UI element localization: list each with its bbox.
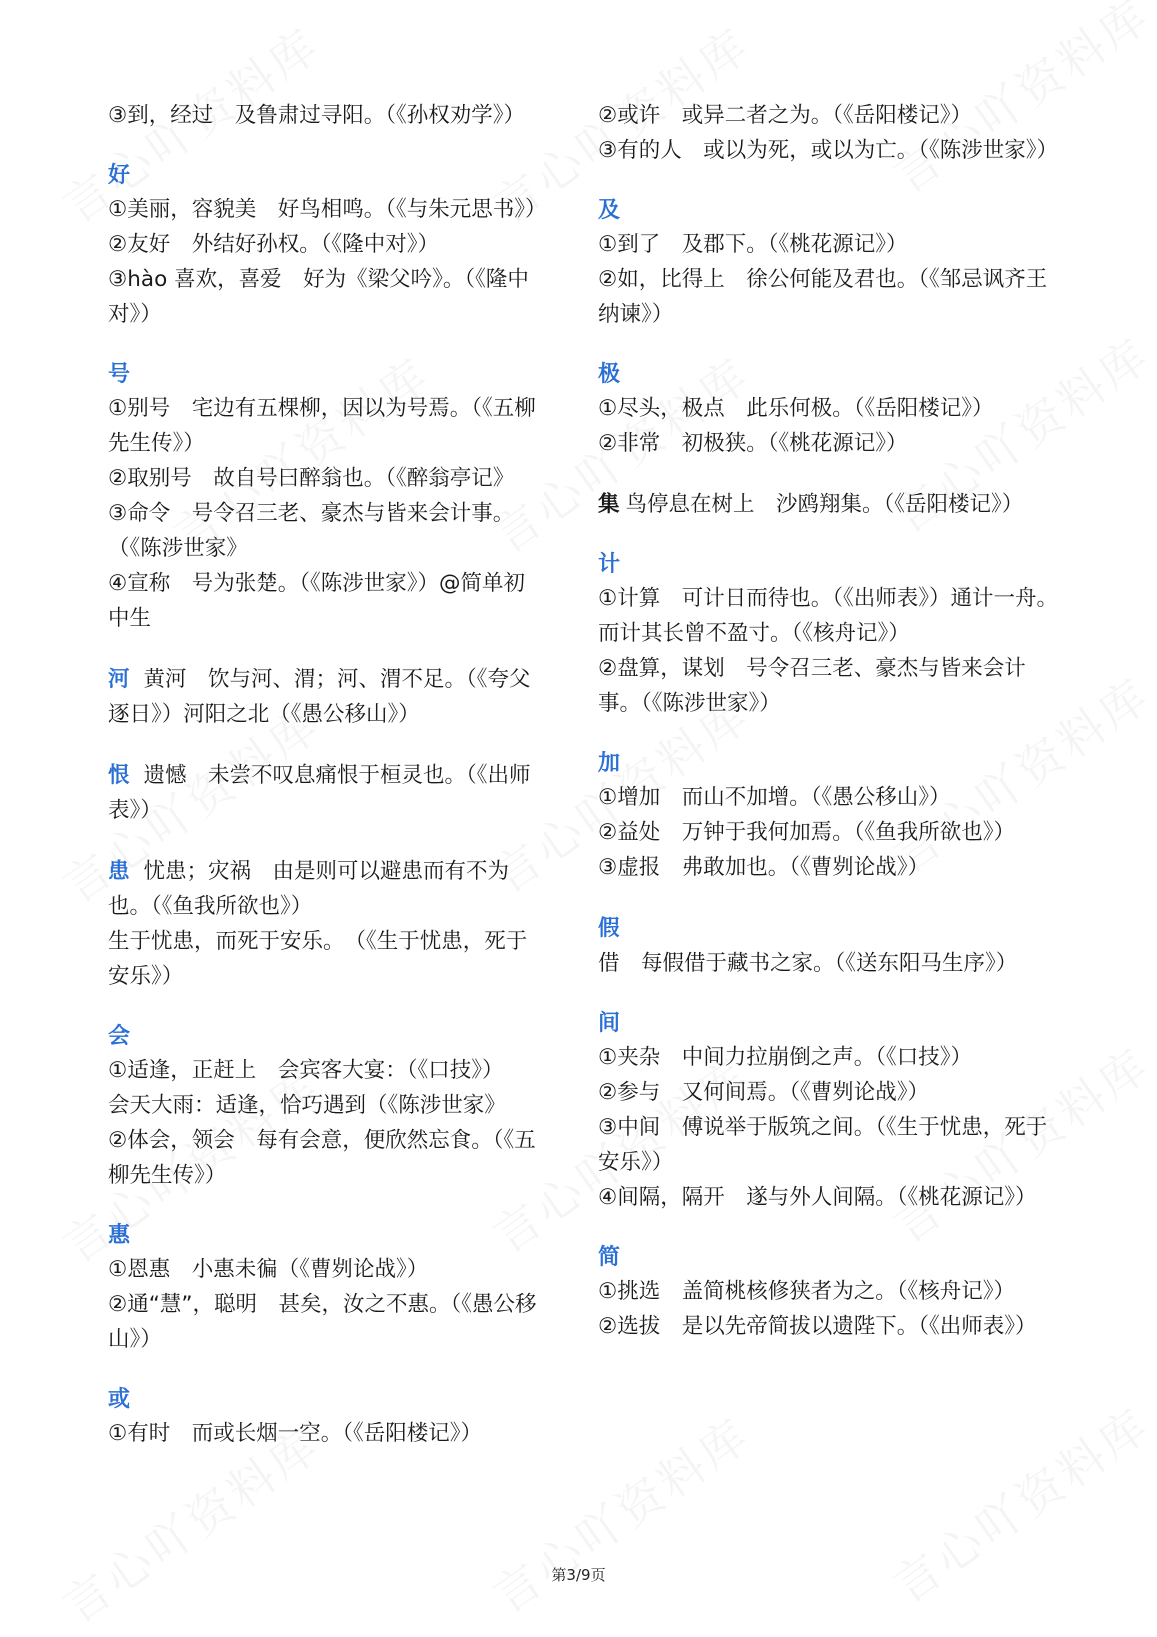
definition-line: 会天大雨：适逢，恰巧遇到（《陈涉世家》 xyxy=(108,1093,506,1118)
definition-line: ②如，比得上 徐公何能及君也。（《邹忌讽齐王纳谏》） xyxy=(598,267,1048,327)
definition-line: ③到，经过 及鲁肃过寻阳。（《孙权劝学》） xyxy=(108,103,526,128)
dictionary-entry xyxy=(108,1219,540,1357)
definition-line: 生于忧患，而死于安乐。 （《生于忧患，死于安乐》） xyxy=(108,929,528,989)
definition-line: ①别号 宅边有五棵柳，因以为号焉。（《五柳先生传》） xyxy=(108,396,536,456)
entry-headword: 及 xyxy=(598,198,621,223)
dictionary-entry xyxy=(108,1020,540,1193)
definition-text: 遗憾 未尝不叹息痛恨于桓灵也。（《出师表》） xyxy=(108,763,531,823)
definition-line: ②盘算，谋划 号令召三老、豪杰与皆来会计事。（《陈涉世家》） xyxy=(598,656,1026,716)
dictionary-entry xyxy=(598,1241,1048,1344)
definition-line: ①尽头，极点 此乐何极。（《岳阳楼记》） xyxy=(598,396,994,421)
definition-line xyxy=(598,487,1048,522)
entry-headword: 极 xyxy=(598,362,621,387)
definition-line xyxy=(108,758,540,828)
definition-text: 忧患；灾祸 由是则可以避患而有不为也。（《鱼我所欲也》） xyxy=(108,859,510,919)
definition-line: ①计算 可计日而待也。（《出师表》）通计一舟。 而计其长曾不盈寸。（《核舟记》） xyxy=(598,586,1069,646)
definition-line: ①有时 而或长烟一空。（《岳阳楼记》） xyxy=(108,1421,483,1446)
definition-line: ②通“慧”，聪明 甚矣，汝之不惠。（《愚公移山》） xyxy=(108,1292,537,1352)
definition-text: 鸟停息在树上 沙鸥翔集。（《岳阳楼记》） xyxy=(625,492,1024,517)
definition-line: ②选拔 是以先帝简拔以遗陛下。（《出师表》） xyxy=(598,1314,1037,1339)
dictionary-entry xyxy=(598,194,1048,332)
definition-line: ③有的人 或以为死，或以为亡。（《陈涉世家》） xyxy=(598,138,1059,163)
definition-line: ②参与 又何间焉。（《曹刿论战》） xyxy=(598,1080,930,1105)
entry-headword: 患 xyxy=(108,859,130,884)
dictionary-entry xyxy=(108,662,540,732)
entry-headword: 恨 xyxy=(108,763,130,788)
page-number: 第3/9页 xyxy=(551,1566,606,1584)
dictionary-entry xyxy=(598,1007,1048,1215)
definition-line: ①适逢，正赶上 会宾客大宴：（《口技》） xyxy=(108,1058,504,1083)
definition-line: ②益处 万钟于我何加焉。（《鱼我所欲也》） xyxy=(598,820,1016,845)
entry-headword: 惠 xyxy=(108,1223,131,1248)
definition-line: ②或许 或异二者之为。（《岳阳楼记》） xyxy=(598,103,973,128)
definition-line: ①挑选 盖简桃核修狭者为之。（《核舟记》） xyxy=(598,1279,1016,1304)
definition-line: ④间隔，隔开 遂与外人间隔。（《桃花源记》） xyxy=(598,1185,1037,1210)
definition-line: ②体会，领会 每有会意，便欣然忘食。（《五柳先生传》） xyxy=(108,1128,536,1188)
entry-headword: 河 xyxy=(108,667,130,692)
dictionary-entry xyxy=(598,747,1048,885)
dictionary-entry xyxy=(108,98,540,133)
entry-headword: 或 xyxy=(108,1387,131,1412)
dictionary-entry xyxy=(598,358,1048,461)
entry-headword: 简 xyxy=(598,1245,621,1270)
definition-text: 黄河 饮与河、渭；河、渭不足。（《夸父逐日》）河阳之北（《愚公移山》） xyxy=(108,667,531,727)
definition-line: ①恩惠 小惠未徧（《曹刿论战》） xyxy=(108,1257,429,1282)
entry-headword: 计 xyxy=(598,552,621,577)
definition-line xyxy=(108,662,540,732)
definition-line: ③hào 喜欢，喜爱 好为《梁父吟》。（《隆中对》） xyxy=(108,267,529,327)
definition-line: ②取别号 故自号曰醉翁也。（《醉翁亭记》 xyxy=(108,466,515,491)
entry-headword: 假 xyxy=(598,916,620,941)
definition-line xyxy=(108,854,540,924)
definition-line: ③中间 傅说举于版筑之间。（《生于忧患，死于安乐》） xyxy=(598,1115,1048,1175)
dictionary-entry xyxy=(598,98,1059,168)
entry-headword: 集 xyxy=(598,492,620,517)
dictionary-entry xyxy=(598,548,1069,721)
dictionary-entry xyxy=(108,1383,540,1451)
right-column xyxy=(598,98,1069,1370)
definition-text: 借 每假借于藏书之家。（《送东阳马生序》） xyxy=(598,951,1018,976)
dictionary-entry xyxy=(108,758,540,828)
left-column xyxy=(108,98,547,1477)
dictionary-entry xyxy=(108,358,540,636)
entry-headword: 会 xyxy=(108,1024,131,1049)
definition-line xyxy=(598,911,1048,981)
definition-line: ②友好 外结好孙权。（《隆中对》） xyxy=(108,232,440,257)
dictionary-entry xyxy=(108,159,547,332)
entry-headword: 号 xyxy=(108,362,131,387)
definition-line: ①夹杂 中间力拉崩倒之声。（《口技》） xyxy=(598,1045,973,1070)
definition-line: ②非常 初极狭。（《桃花源记》） xyxy=(598,431,908,456)
entry-headword: 加 xyxy=(598,751,621,776)
dictionary-entry xyxy=(108,854,540,994)
dictionary-entry xyxy=(598,911,1048,981)
dictionary-entry xyxy=(598,487,1048,522)
definition-line: ①增加 而山不加增。（《愚公移山》） xyxy=(598,785,951,810)
definition-line: ③虚报 弗敢加也。（《曹刿论战》） xyxy=(598,855,930,880)
definition-line: ③命令 号令召三老、豪杰与皆来会计事。（《陈涉世家》 xyxy=(108,501,515,561)
definition-line: ④宣称 号为张楚。（《陈涉世家》）@简单初中生 xyxy=(108,571,526,631)
definition-line: ①美丽，容貌美 好鸟相鸣。（《与朱元思书》） xyxy=(108,197,547,222)
entry-headword: 好 xyxy=(108,163,131,188)
entry-headword: 间 xyxy=(598,1011,621,1036)
definition-line: ①到了 及郡下。（《桃花源记》） xyxy=(598,232,908,257)
